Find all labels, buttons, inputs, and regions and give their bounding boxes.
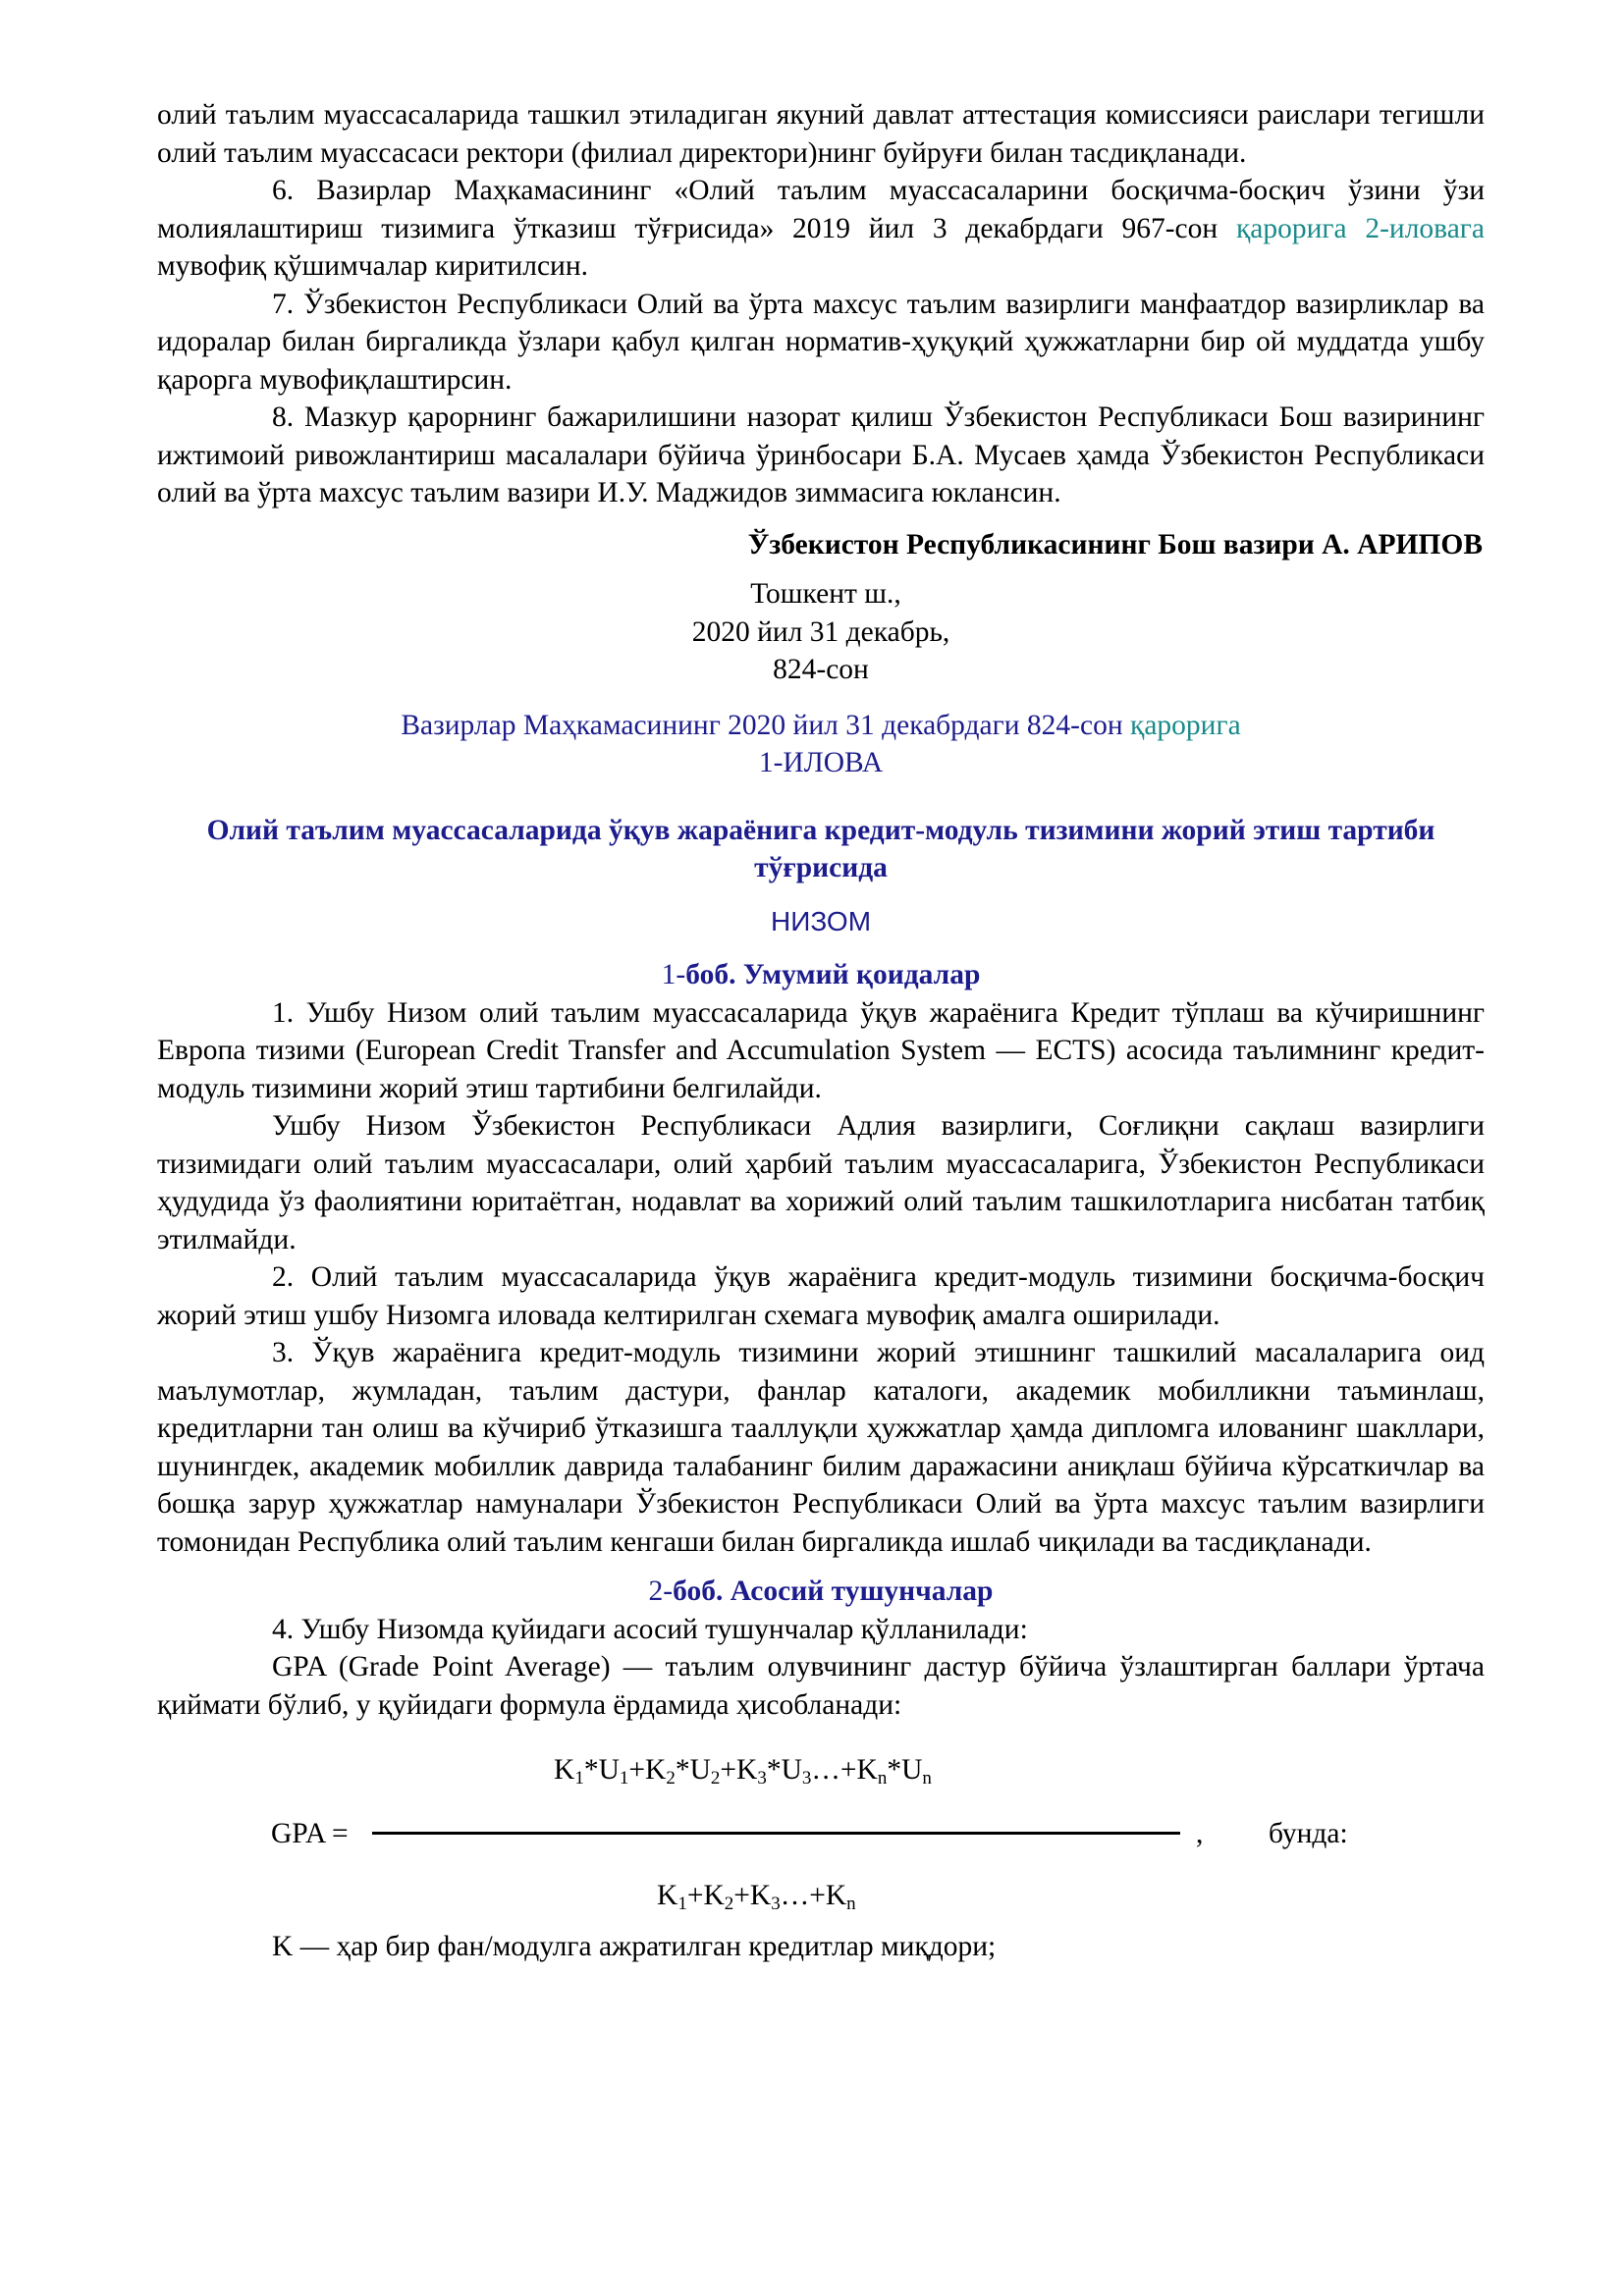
- formula-numerator: $K_1*U_1+K_2*U_2+K_3*U_3\dots+K_n*U_n$: [554, 1754, 932, 1789]
- issue-number: 824-сон: [773, 654, 869, 685]
- paragraph-3: 3. Ўқув жараёнига кредит-модуль тизимини жорий этишнинг ташкилий масалаларига оид маълумотлар, жумладан, таълим дастури, фанлар каталоги, академик мобилликни таъминлаш, кредитларни тан олиш ва кўчириб ўтказишга тааллуқли ҳужжатлар ҳамда дипломга илованинг шакллари, шунингдек, академик мобиллик даврида талабанинг билим даражасини аниқлаш бўйича кўрсаткичлар ва бошқа зарур ҳужжатлар намуналари Ўзбекистон Республикаси Олий ва ўрта махсус таълим вазирлиги томонидан Республика олий таълим кенгаши билан биргаликда ишлаб чиқилади ва тасдиқланади.: [157, 1337, 1485, 1558]
- formula-where: бунда:: [1269, 1818, 1348, 1849]
- paragraph-1b: Ушбу Низом Ўзбекистон Республикаси Адлия вазирлиги, Соғлиқни сақлаш вазирлиги тизимидаги олий таълим муассасалари, олий ҳарбий таълим муассасаларига, Ўзбекистон Республикаси ҳудудида ўз фаолиятини юритаётган, нодавлат ва хорижий олий таълим ташкилотларига нисбатан татбиқ этилмайди.: [157, 1110, 1485, 1255]
- paragraph-6-text: 6. Вазирлар Маҳкамасининг «Олий таълим муассасаларини босқичма-босқич ўзини ўзи молиялаштириш тизимига ўтказиш тўғрисида» 2019 йил 3 декабрдаги 967-сон: [157, 175, 1485, 244]
- chapter-1-heading: [157, 956, 1485, 994]
- paragraph-6: [157, 172, 1485, 286]
- issue-date: 2020 йил 31 декабрь,: [691, 615, 950, 648]
- formula-lhs: GPA =: [271, 1818, 349, 1849]
- paragraph-6-tail: мувофиқ қўшимчалар киритилсин.: [157, 250, 588, 282]
- paragraph-4: 4. Ушбу Низомда қуйидаги асосий тушунчалар қўлланилади:: [272, 1613, 1028, 1645]
- regulation-word: НИЗОМ: [770, 905, 872, 936]
- formula-denominator: $K_1+K_2+K_3\dots+K_n$: [657, 1880, 856, 1914]
- signature-line: Ўзбекистон Республикасининг Бош вазири А. АРИПОВ: [747, 528, 1483, 561]
- fraction-bar: [372, 1832, 1180, 1835]
- annex-reference: [157, 707, 1485, 745]
- issue-place: Тошкент ш.,: [750, 578, 901, 610]
- chapter-1-title: боб. Умумий қоидалар: [685, 959, 981, 990]
- chapter-2-heading: [157, 1573, 1485, 1611]
- paragraph-1: 1. Ушбу Низом олий таълим муассасаларида ўқув жараёнига Кредит тўплаш ва кўчиришнинг Европа тизими (European Credit Transfer and Accumulation System — ECTS) асосида таълимнинг кредит-модуль тизимини жорий этиш тартибини белгилайди.: [157, 996, 1485, 1104]
- chapter-2-number: 2-: [648, 1575, 674, 1607]
- annex-reference-text: Вазирлар Маҳкамасининг 2020 йил 31 декабрдаги 824-сон: [401, 709, 1130, 741]
- resolution-annex-link[interactable]: қарорига 2-иловага: [1235, 212, 1485, 244]
- regulation-title: Олий таълим муассасаларида ўқув жараёнига кредит-модуль тизимини жорий этиш тартиби тўғрисида: [206, 814, 1435, 883]
- chapter-2-title: боб. Асосий тушунчалар: [673, 1575, 994, 1607]
- formula-comma: ,: [1196, 1818, 1204, 1849]
- resolution-link[interactable]: қарорига: [1130, 709, 1241, 741]
- annex-number: 1-ИЛОВА: [758, 747, 884, 778]
- paragraph-7: 7. Ўзбекистон Республикаси Олий ва ўрта махсус таълим вазирлиги манфаатдор вазирликлар ва идоралар билан биргаликда ўзлари қабул қилган норматив-ҳуқуқий ҳужжатларни бир ой муддатда ушбу қарорга мувофиқлаштирсин.: [157, 288, 1485, 396]
- paragraph-k-definition: K — ҳар бир фан/модулга ажратилган кредитлар миқдори;: [272, 1931, 997, 1962]
- chapter-1-number: 1-: [661, 959, 686, 990]
- paragraph-intro-continuation: олий таълим муассасаларида ташкил этиладиган якуний давлат аттестация комиссияси раислари тегишли олий таълим муассасаси ректори (филиал директори)нинг буйруғи билан тасдиқланади.: [157, 99, 1485, 169]
- paragraph-gpa-definition: GPA (Grade Point Average) — таълим олувчининг дастур бўйича ўзлаштирган баллари ўртача қиймати бўлиб, у қуйидаги формула ёрдамида ҳисобланади:: [157, 1651, 1485, 1721]
- document-page: [157, 96, 1485, 1966]
- paragraph-8: 8. Мазкур қарорнинг бажарилишини назорат қилиш Ўзбекистон Республикаси Бош вазирининг ижтимоий ривожлантириш масалалари бўйича ўринбосари Б.А. Мусаев ҳамда Ўзбекистон Республикаси олий ва ўрта махсус таълим вазири И.У. Маджидов зиммасига юклансин.: [157, 401, 1485, 508]
- gpa-formula: [157, 1745, 1485, 1922]
- paragraph-2: 2. Олий таълим муассасаларида ўқув жараёнига кредит-модуль тизимини босқичма-босқич жорий этиш ушбу Низомга иловада келтирилган схемага мувофиқ амалга оширилади.: [157, 1261, 1485, 1331]
